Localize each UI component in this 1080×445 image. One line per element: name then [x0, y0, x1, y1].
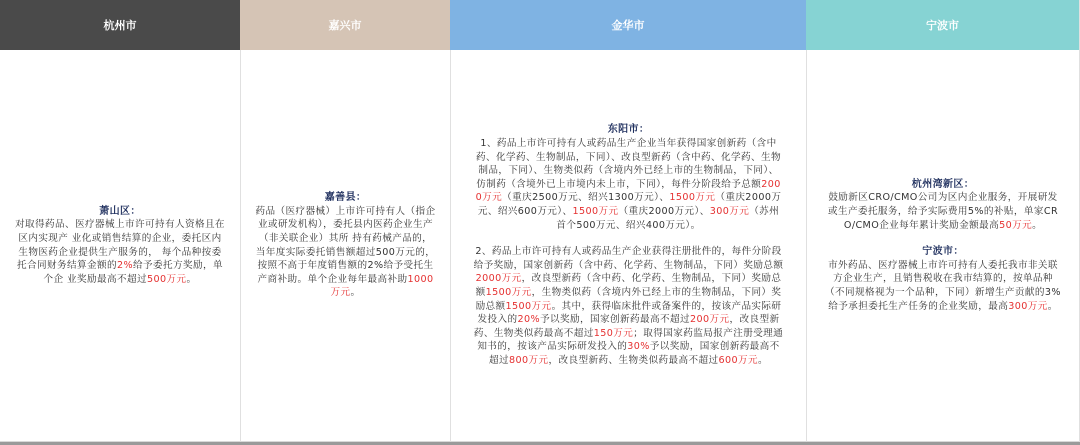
highlight-amount: 1500万元	[505, 300, 552, 312]
column-header: 宁波市	[806, 0, 1079, 50]
text-run: 鼓励新区CRO/CMO公司为区内企业服务，开展研发或生产委托服务，给予实际费用5%的补贴，单家CRO/CMO企业每年累计奖励金额最高	[827, 192, 1059, 231]
highlight-amount: 1000万元	[330, 273, 434, 299]
text-run: （重庆2000万元）、	[618, 206, 710, 218]
text-run: ，改良型新药（含中药、化学药、生物制品，下同）奖励总额	[475, 273, 782, 298]
policy-paragraph	[474, 137, 784, 232]
section-title: 萧山区：	[99, 205, 141, 217]
text-run: ，改良型新药、生物类似药最高不超过	[473, 314, 780, 339]
policy-paragraph	[825, 259, 1061, 313]
text-run: （重庆2500万元、绍兴1300万元）、	[502, 192, 670, 204]
policy-paragraph	[14, 218, 226, 286]
column-body	[240, 50, 450, 442]
text-run: 。	[1047, 300, 1058, 312]
column-ningbo	[806, 0, 1080, 445]
text-run: 。	[757, 354, 768, 366]
column-body	[450, 50, 806, 442]
column-body	[806, 50, 1079, 442]
highlight-amount: 1500万元	[669, 192, 716, 204]
text-run: 给予委托方奖励，单个企 业奖励最高不超过	[43, 260, 223, 285]
section-title: 嘉善县：	[324, 192, 367, 204]
column-header: 嘉兴市	[240, 0, 450, 50]
text-run: 予以奖励，国家创新药最高不超过	[489, 341, 780, 366]
highlight-amount: 200万元	[689, 314, 730, 326]
section-title: 东阳市：	[607, 124, 650, 136]
policy-paragraph	[255, 205, 437, 300]
highlight-amount: 300万元	[709, 206, 750, 218]
text-run: 。其中，获得临床批件或备案件的，按该产品实际研发投入的	[477, 300, 782, 326]
highlight-amount: 30%	[627, 341, 650, 353]
column-header: 金华市	[450, 0, 806, 50]
text-run: 药品（医疗器械）上市许可持有人（指企业或研发机构），委托县内医药企业生产（非关联企业）其所 持有药械产品的，当年度实际委托销售额超过500万元的，按照不高于年度销售额的2%给予受托生产商补助。单个企业每年最高补助	[255, 205, 436, 285]
highlight-amount: 2000万元	[475, 273, 522, 285]
text-run: 。	[350, 287, 361, 299]
text-run: 予以奖励，国家创新药最高不超过	[540, 314, 690, 326]
column-header: 杭州市	[0, 0, 240, 50]
highlight-amount: 2000万元	[475, 178, 781, 204]
text-run: （苏州首个500万元、绍兴400万元）。	[556, 206, 780, 231]
text-run: ；取得国家药监局报产注册受理通知书的，按该产品实际研发投入的	[477, 327, 784, 353]
highlight-amount: 1500万元	[572, 206, 619, 218]
highlight-amount: 2%	[116, 260, 133, 272]
text-run: 。	[1032, 219, 1043, 231]
text-run: ，生物类似药（含境内外已经上市的生物制品，下同）奖励总额	[475, 286, 782, 312]
highlight-amount: 150万元	[593, 327, 634, 339]
column-body	[0, 50, 240, 442]
highlight-amount: 500万元	[146, 273, 187, 285]
text-run: （重庆2000万元、绍兴600万元）、	[477, 192, 782, 218]
highlight-amount: 600万元	[718, 354, 758, 366]
highlight-amount: 300万元	[1008, 300, 1048, 312]
column-jinhua	[450, 0, 806, 445]
column-jiaxing	[240, 0, 450, 445]
text-run: 2、药品上市许可持有人或药品生产企业获得注册批件的，每件分阶段给予奖励，国家创新药（含中药、化学药、生物制品，下同）奖励总额	[473, 246, 784, 271]
paragraph-gap	[474, 232, 784, 245]
policy-paragraph	[474, 245, 784, 367]
highlight-amount: 20%	[517, 314, 541, 326]
section-title: 杭州湾新区：	[911, 178, 975, 190]
section-gap	[825, 232, 1061, 245]
text-run: 市外药品、医疗器械上市许可持有人委托我市非关联方企业生产，且销售税收在我市结算的，按单品种（不同规格视为一个品种，下同）新增生产贡献的3%给予承担委托生产任务的企业奖励，最高	[825, 259, 1061, 312]
text-run: 。	[186, 273, 197, 285]
text-run: ，改良型新药、生物类似药最高不超过	[548, 354, 719, 366]
highlight-amount: 1500万元	[485, 286, 532, 298]
policy-paragraph	[825, 191, 1061, 232]
highlight-amount: 50万元	[999, 219, 1033, 231]
text-run: 1、药品上市许可持有人或药品生产企业当年获得国家创新药（含中药、化学药、生物制品，下同）、改良型新药（含中药、化学药、生物制品，下同）、生物类似药（含境内外已经上市的生物制品，下同）、仿制药（含境外已上市境内未上市，下同），每件分阶段给予总额	[475, 138, 781, 190]
highlight-amount: 800万元	[509, 354, 549, 366]
text-run: 对取得药品、医疗器械上市许可持有人资格且在区内实现产 业化或销售结算的企业，委托区内生物医药企业提供生产服务的， 每个品种按委托合同财务结算金额的	[15, 219, 225, 272]
column-hangzhou	[0, 0, 240, 445]
section-title: 宁波市：	[922, 246, 964, 258]
